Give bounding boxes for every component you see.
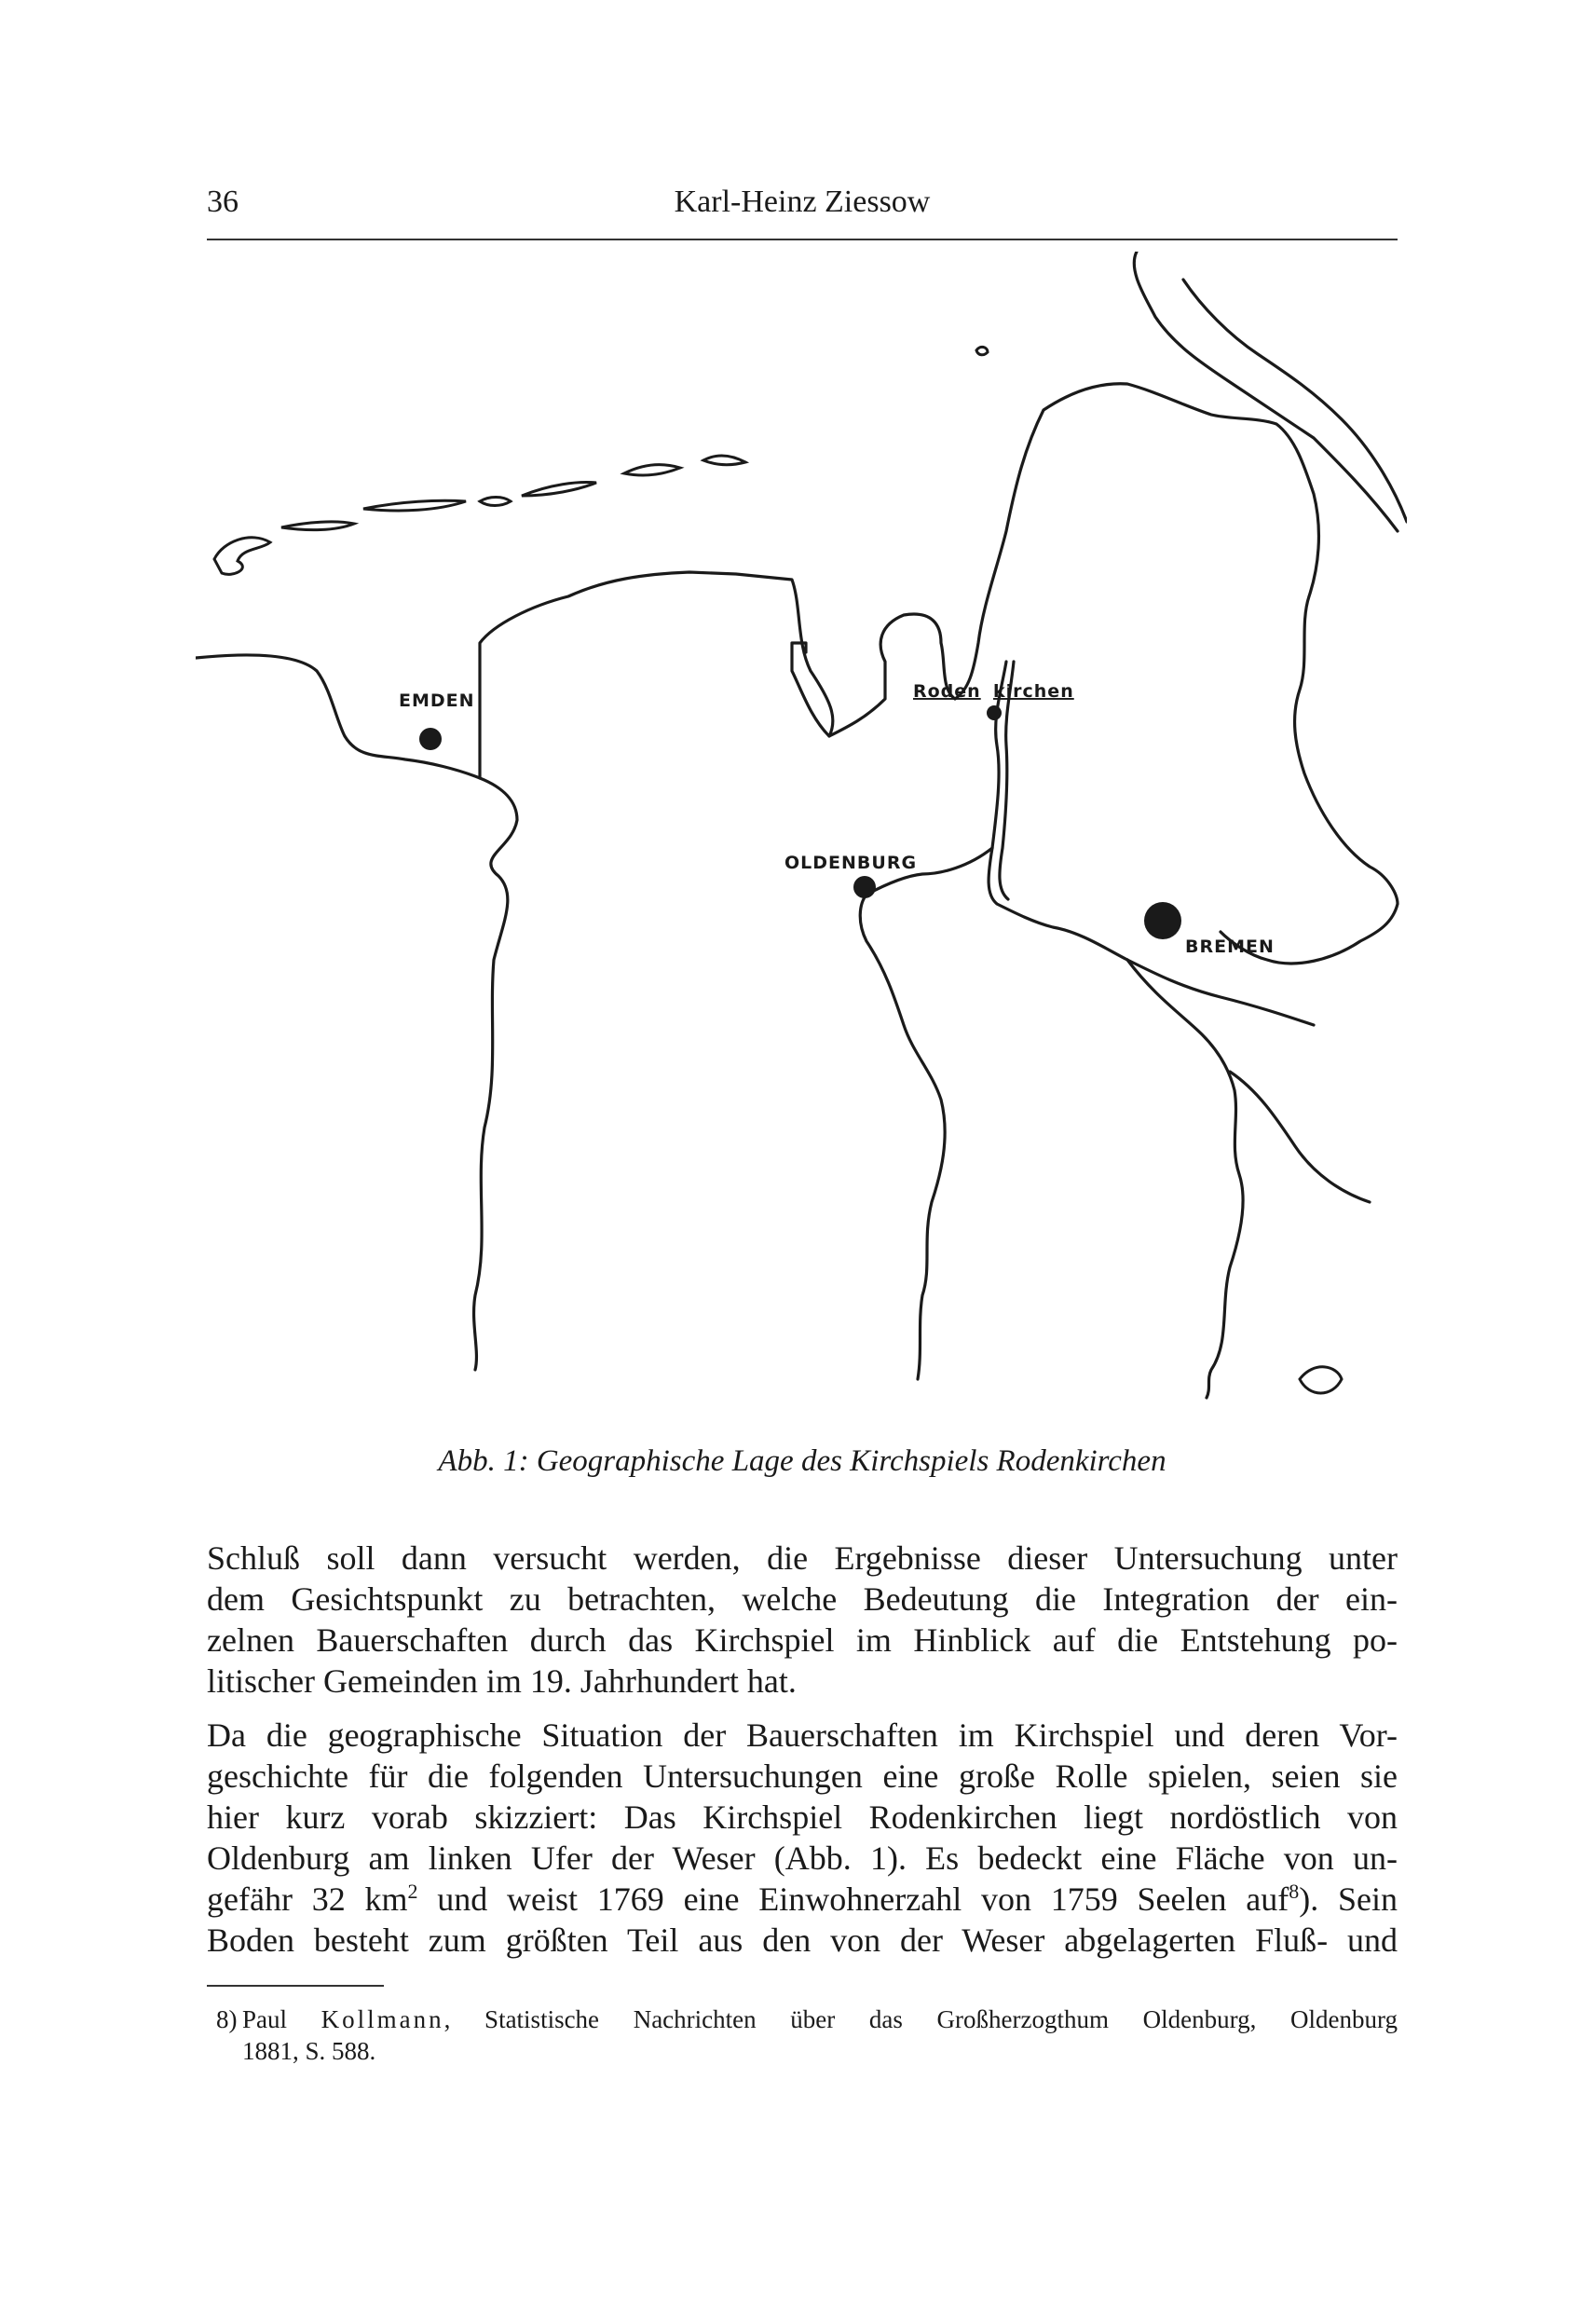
island-east — [1300, 1367, 1342, 1393]
text-line: Boden besteht zum größten Teil aus den von der Weser abgelagerten Fluß- und — [207, 1921, 1398, 1959]
text-line: geschichte für die folgenden Untersuchungen eine große Rolle spielen, seien sie — [207, 1757, 1398, 1795]
footnote-mark: 8) — [216, 2005, 238, 2033]
island-borkum — [214, 538, 270, 575]
superscript: 2 — [407, 1880, 418, 1903]
river-east-branch — [1230, 1072, 1370, 1202]
footnote — [207, 2003, 1398, 2067]
text-fragment: gefähr 32 km — [207, 1880, 408, 1918]
text-line: Da die geographische Situation der Bauerschaften im Kirchspiel und deren Vor- — [207, 1716, 1398, 1754]
river-weser-south — [1127, 960, 1243, 1398]
city-emden — [419, 728, 442, 750]
river-hunte — [860, 848, 992, 1379]
paragraph-1 — [207, 1538, 1398, 1702]
footnote-author-prefix: Paul — [242, 2005, 321, 2033]
elbe-coast — [1134, 252, 1398, 531]
body-text — [207, 1538, 1398, 1974]
city-rodenkirchen — [987, 705, 1002, 720]
running-head: Karl-Heinz Ziessow — [674, 185, 931, 219]
text-line: zelnen Bauerschaften durch das Kirchspiel im Hinblick auf die Entstehung po- — [207, 1621, 1398, 1659]
text-line: Oldenburg am linken Ufer der Weser (Abb. 1). Es bedeckt eine Fläche von un- — [207, 1839, 1398, 1877]
footnote-text — [242, 2003, 1398, 2067]
label-bremen: BREMEN — [1185, 937, 1275, 957]
text-line: Schluß soll dann versucht werden, die Ergebnisse dieser Untersuchung unter — [207, 1539, 1398, 1577]
footnote-ref[interactable]: 8 — [1289, 1880, 1300, 1903]
map-drawing — [196, 252, 1407, 1435]
label-roden: Roden — [913, 681, 981, 702]
island-juist — [281, 522, 354, 530]
label-emden: EMDEN — [399, 691, 475, 711]
text-line: hier kurz vorab skizziert: Das Kirchspiel Rodenkirchen liegt nordöstlich von — [207, 1798, 1398, 1836]
coastline-west — [196, 572, 833, 778]
text-line: dem Gesichtspunkt zu betrachten, welche Bedeutung die Integration der ein- — [207, 1580, 1398, 1618]
island-wangerooge — [703, 456, 745, 465]
page-number: 36 — [207, 185, 239, 219]
label-kirchen: kirchen — [993, 681, 1074, 702]
island-small — [976, 347, 988, 354]
text-line: litischer Gemeinden im 19. Jahrhundert hat. — [207, 1662, 797, 1700]
text-fragment: ). Sein — [1299, 1880, 1398, 1918]
river-ems — [474, 778, 517, 1370]
city-bremen — [1144, 902, 1181, 939]
footnote-line: 1881, S. 588. — [242, 2037, 376, 2065]
paragraph-2 — [207, 1715, 1398, 1961]
footnote-author: Kollmann — [321, 2005, 444, 2033]
footnote-rule — [207, 1985, 384, 1987]
label-oldenburg: OLDENBURG — [784, 853, 918, 873]
figure-caption: Abb. 1: Geographische Lage des Kirchspiels Rodenkirchen — [438, 1444, 1166, 1478]
island-langeoog — [522, 483, 596, 496]
footnote-citation: , Statistische Nachrichten über das Großherzogthum Oldenburg, Oldenburg — [443, 2005, 1398, 2033]
island-spiekeroog — [624, 465, 680, 475]
river-weser — [989, 662, 1314, 1025]
header-rule — [207, 239, 1398, 240]
city-oldenburg — [853, 876, 876, 898]
map-figure — [196, 252, 1407, 1435]
island-baltrum — [480, 498, 511, 506]
text-fragment: und weist 1769 eine Einwohnerzahl von 1759 Seelen auf — [417, 1880, 1289, 1918]
text-line — [207, 1879, 1398, 1920]
island-norderney — [363, 500, 466, 511]
elbe-coast-2 — [1183, 280, 1407, 522]
page-header — [207, 185, 1398, 231]
footnote-line — [242, 2003, 1398, 2035]
